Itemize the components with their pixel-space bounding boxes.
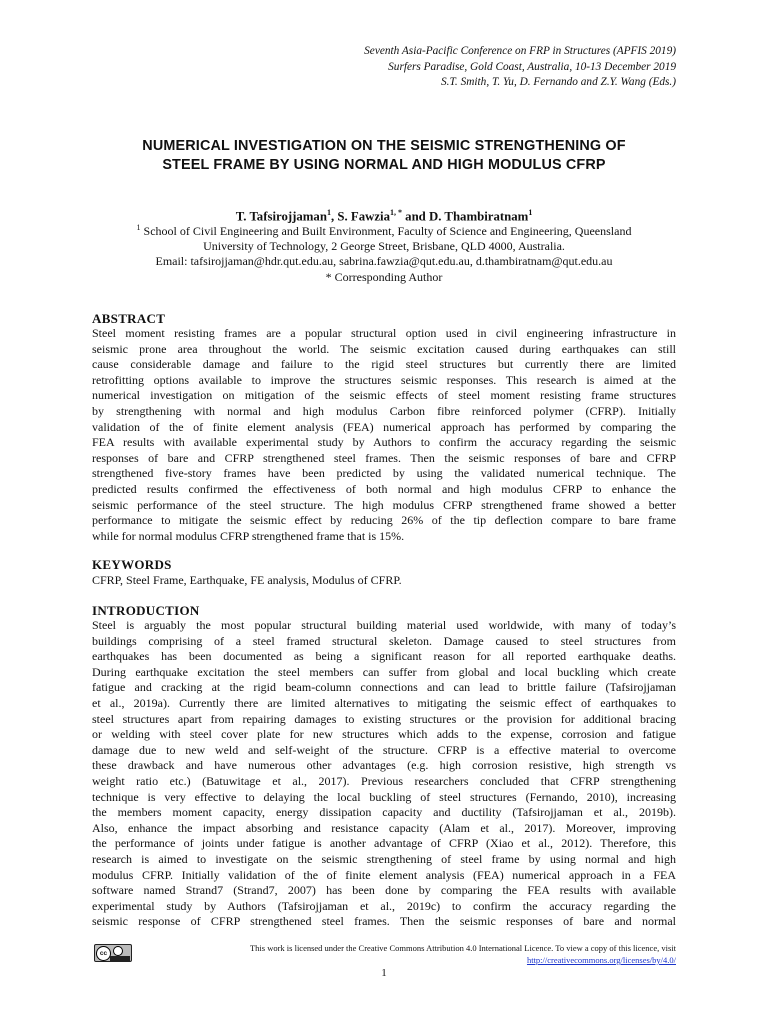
introduction-line: earthquakes has been documented as being a significant reason for all reported earthquake deaths.: [92, 649, 676, 664]
author-3: D. Thambiratnam: [429, 209, 529, 224]
introduction-line: modulus CFRP. Initially validation of the of finite element analysis (FEA) numerical approach in a FEA: [92, 867, 676, 882]
keywords-text: CFRP, Steel Frame, Earthquake, FE analysis, Modulus of CFRP.: [92, 573, 402, 587]
introduction-line: software named Strand7 (Strand7, 2007) has been done by comparing the FEA results with available: [92, 883, 676, 898]
abstract-line: by strengthening with normal and high modulus Carbon fibre reinforced polymer (CFRP). Initially: [92, 403, 676, 418]
introduction-line: these drawback and have numerous other advantages (e.g. high corrosion resistive, high strength vs: [92, 758, 676, 773]
abstract-line: cause considerable damage and failure to the rigid steel structures but currently there are limited: [92, 357, 676, 372]
introduction-line: experimental study by Authors (Tafsirojjaman et al., 2019c) to confirm the accuracy regarding the: [92, 898, 676, 913]
abstract-line: strengthened five-story frames have been predicted by using the validated numerical technique. The: [92, 466, 676, 481]
license-link[interactable]: http://creativecommons.org/licenses/by/4.0/: [526, 955, 676, 965]
conference-editors: S.T. Smith, T. Yu, D. Fernando and Z.Y. Wang (Eds.): [441, 76, 676, 88]
abstract-line: predicted results confirmed the effectiveness of both normal and high modulus CFRP to enhance the: [92, 481, 676, 496]
introduction-line: Also, enhance the impact absorbing and resistance capacity (Alam et al., 2017). Moreover, improving: [92, 820, 676, 835]
introduction-line: steel structures apart from repairing damages to existing structures or the provision for additional bracing: [92, 711, 676, 726]
author-2-affiliation: 1, *: [389, 208, 402, 217]
abstract-line: numerical investigation on mitigation of the seismic effects of steel moment resisting frame structures: [92, 388, 676, 403]
title-line-1: NUMERICAL INVESTIGATION ON THE SEISMIC STRENGTHENING OF: [142, 138, 626, 154]
author-emails: Email: tafsirojjaman@hdr.qut.edu.au, sabrina.fawzia@qut.edu.au, d.thambiratnam@qut.edu.au: [155, 254, 613, 269]
author-1-affiliation: 1: [326, 208, 331, 217]
introduction-line: During earthquake excitation the steel members can suffer from global and local buckling which create: [92, 664, 676, 679]
author-separator: and: [401, 209, 429, 224]
abstract-line: while for normal modulus CFRP strengthened frame that is 15%.: [92, 528, 405, 543]
page-number: 1: [381, 967, 387, 979]
introduction-line: technique is very effective to delaying the local buckling of steel structures (Fernando, 2010), increasing: [92, 789, 676, 804]
introduction-body: [92, 618, 676, 930]
introduction-line: or welding with steel cover plate for new structures which adds to the expense, corrosion and fatigue: [92, 727, 676, 742]
license-statement: This work is licensed under the Creative Commons Attribution 4.0 International Licence. To view a copy of this licence, visit: [249, 943, 676, 953]
introduction-line: buildings comprising of a steel framed structural skeleton. Damage caused to steel structures from: [92, 633, 676, 648]
conference-location: Surfers Paradise, Gold Coast, Australia, 10-13 December 2019: [388, 60, 676, 73]
abstract-line: seismic prone area throughout the world. The seismic excitation caused during earthquakes can still: [92, 341, 676, 356]
affiliation-line-1: $^1$ School of Civil Engineering and Built Environment, Faculty of Science and Engineering, Queensland: [136, 223, 632, 238]
cc-logo-icon: cc: [96, 946, 111, 961]
introduction-line: weight ratio etc.) (Batuwitage et al., 2017). Previous researchers concluded that CFRP strengthening: [92, 773, 676, 788]
introduction-line: the performance of joints under fatigue is another advantage of CFRP (Xiao et al., 2012). Therefore, this: [92, 836, 676, 851]
author-1: T. Tafsirojjaman: [235, 209, 327, 224]
introduction-line: et al., 2019a). Currently there are limited alternatives to mitigating the seismic effect of earthquakes to: [92, 695, 676, 710]
conference-name: Seventh Asia-Pacific Conference on FRP in Structures (APFIS 2019): [364, 45, 676, 57]
keywords-heading: KEYWORDS: [92, 557, 172, 572]
affiliation-marker: 1: [136, 223, 141, 232]
introduction-line: Steel is arguably the most popular structural building material used worldwide, with many of today’s: [92, 618, 676, 632]
introduction-line: damage due to new weld and self-weight of the structure. CFRP is a effective material to overcome: [92, 742, 676, 757]
conference-header: [364, 44, 676, 91]
affiliation-block: [92, 220, 676, 285]
abstract-heading: ABSTRACT: [92, 311, 166, 326]
abstract-line: validation of the of finite element analysis (FEA) numerical approach has performed by comparing the: [92, 419, 676, 434]
paper-title: [92, 137, 676, 175]
author-3-affiliation: 1: [528, 208, 533, 217]
license-text: [92, 942, 676, 966]
introduction-heading: INTRODUCTION: [92, 603, 200, 618]
introduction-line: the members moment capacity, energy dissipation capacity and ductility (Tafsirojjaman et al., 2019b).: [92, 805, 676, 820]
abstract-line: retrofitting options available to improve the structures seismic responses. This research is aimed at the: [92, 372, 676, 387]
abstract-line: performance to mitigate the seismic effect by reducing 26% of the tip deflection compare to bare frame: [92, 513, 676, 528]
introduction-line: research is aimed to investigate on the seismic strengthening of steel frame by using normal and high: [92, 851, 676, 866]
abstract-line: FEA results with available experimental study by Authors to confirm the accuracy regarding the seismic: [92, 435, 676, 450]
title-line-2: STEEL FRAME BY USING NORMAL AND HIGH MODULUS CFRP: [162, 157, 606, 173]
corresponding-author-note: * Corresponding Author: [325, 269, 443, 284]
abstract-line: seismic performance of the steel structure. The high modulus CFRP strengthened frame showed a better: [92, 497, 676, 512]
abstract-line: responses of bare and CFRP strengthened steel frames. Then the seismic responses of bare and CFRP: [92, 450, 676, 465]
keywords-body: [92, 573, 676, 589]
author-2: S. Fawzia: [337, 209, 390, 224]
license-footer: [92, 940, 676, 968]
introduction-line: fatigue and cracking at the rigid beam-column connections and can lead to brittle failure (Tafsirojjaman: [92, 680, 676, 695]
abstract-body: [92, 326, 676, 544]
abstract-line: Steel moment resisting frames are a popular structural option used in civil engineering infrastructure in: [92, 326, 676, 340]
affiliation-line-2: University of Technology, 2 George Street, Brisbane, QLD 4000, Australia.: [203, 239, 565, 254]
author-separator: ,: [330, 209, 338, 224]
introduction-line: seismic response of CFRP strengthened steel frames. Then the seismic responses of bare and normal: [92, 914, 676, 929]
